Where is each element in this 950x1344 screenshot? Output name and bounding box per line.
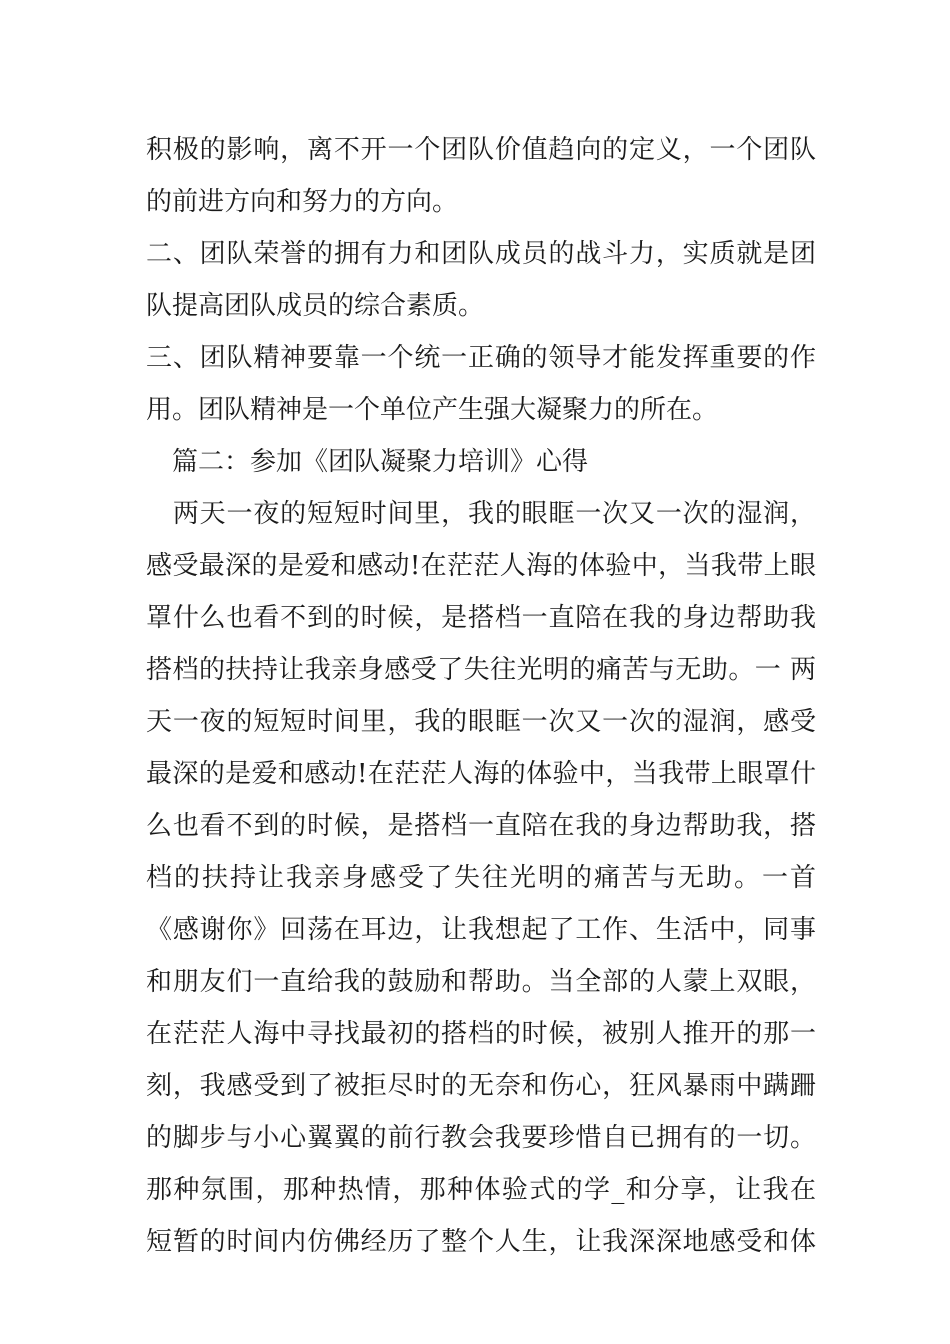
- text-line: 搭档的扶持让我亲身感受了失往光明的痛苦与无助。一 两: [146, 655, 816, 685]
- text-line: 短暂的时间内仿佛经历了整个人生，让我深深地感受和体: [146, 1227, 816, 1257]
- text-line: 档的扶持让我亲身感受了失往光明的痛苦与无助。一首: [146, 863, 816, 893]
- text-line: 在茫茫人海中寻找最初的搭档的时候，被别人推开的那一: [146, 1019, 816, 1049]
- section-heading: 篇二：参加《团队凝聚力培训》心得: [146, 447, 589, 477]
- text-line: 么也看不到的时候，是搭档一直陪在我的身边帮助我，搭: [146, 811, 816, 841]
- text-line: 三、团队精神要靠一个统一正确的领导才能发挥重要的作: [146, 343, 816, 373]
- text-line: 感受最深的是爱和感动!在茫茫人海的体验中，当我带上眼: [146, 551, 816, 581]
- text-line: 天一夜的短短时间里，我的眼眶一次又一次的湿润，感受: [146, 707, 816, 737]
- text-line: 用。团队精神是一个单位产生强大凝聚力的所在。: [146, 395, 719, 425]
- text-line: 的脚步与小心翼翼的前行教会我要珍惜自已拥有的一切。: [146, 1123, 816, 1153]
- text-line: 两天一夜的短短时间里，我的眼眶一次又一次的湿润，: [146, 499, 816, 529]
- text-line: 二、团队荣誉的拥有力和团队成员的战斗力，实质就是团: [146, 239, 816, 269]
- text-line: 的前进方向和努力的方向。: [146, 187, 459, 217]
- text-line: 和朋友们一直给我的鼓励和帮助。当全部的人蒙上双眼，: [146, 967, 816, 997]
- text-line: 那种氛围，那种热情，那种体验式的学_和分享，让我在: [146, 1175, 816, 1205]
- text-line: 刻，我感受到了被拒尽时的无奈和伤心，狂风暴雨中蹒跚: [146, 1071, 816, 1101]
- text-line: 《感谢你》回荡在耳边，让我想起了工作、生活中，同事: [146, 915, 816, 945]
- text-line: 最深的是爱和感动!在茫茫人海的体验中，当我带上眼罩什: [146, 759, 816, 789]
- text-line: 积极的影响，离不开一个团队价值趋向的定义，一个团队: [146, 135, 816, 165]
- text-line: 罩什么也看不到的时候，是搭档一直陪在我的身边帮助我: [146, 603, 816, 633]
- text-line: 队提高团队成员的综合素质。: [146, 291, 485, 321]
